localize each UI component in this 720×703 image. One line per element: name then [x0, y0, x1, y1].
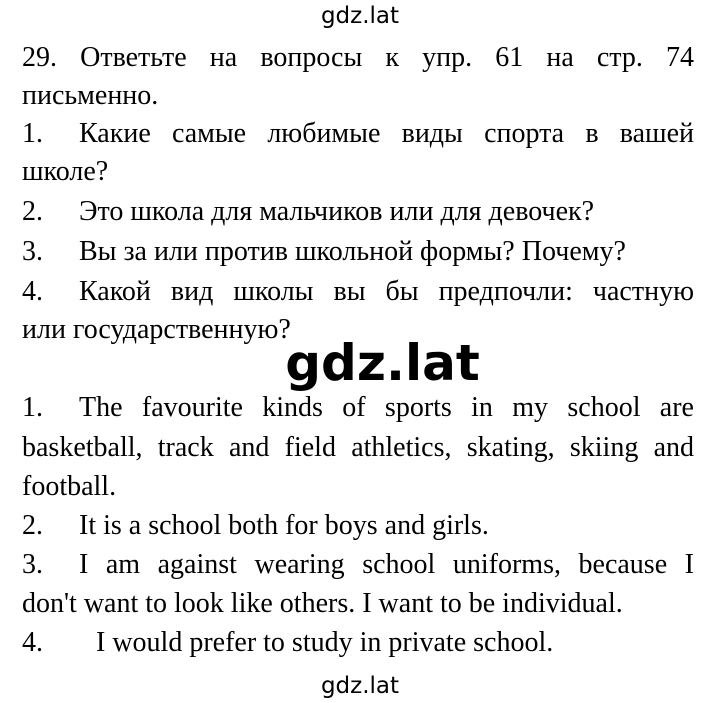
question-2-number: 2. [22, 196, 43, 227]
question-4-line-2: или государственную? [22, 314, 291, 345]
question-2 [22, 196, 694, 228]
answer-3-line-1 [22, 549, 694, 581]
answer-3-line-2: don't want to look like others. I want to be individual. [22, 588, 623, 619]
task-title-line-1: 29. Ответьте на вопросы к упр. 61 на стр. 74 [22, 42, 694, 73]
question-2-text: Это школа для мальчиков или для девочек? [79, 196, 595, 227]
watermark-center: gdz.lat [285, 334, 480, 392]
question-3 [22, 236, 694, 268]
answer-1-text: The favourite kinds of sports in my school are [79, 392, 694, 423]
watermark-bottom: gdz.lat [320, 673, 400, 699]
question-4-number: 4. [22, 276, 43, 307]
answer-2 [22, 510, 694, 542]
answer-1-line-1 [22, 392, 694, 424]
question-4-line-1 [22, 276, 694, 308]
watermark-top: gdz.lat [320, 3, 400, 29]
answer-1-number: 1. [22, 392, 43, 423]
task-title-line-2: письменно. [22, 80, 159, 111]
answer-3-text: I am against wearing school uniforms, because I [79, 549, 694, 580]
answer-4-number: 4. [22, 627, 43, 658]
question-4-text: Какой вид школы вы бы предпочли: частную [79, 276, 694, 307]
answer-3-number: 3. [22, 549, 43, 580]
question-1-line-2: школе? [22, 156, 109, 187]
question-1-number: 1. [22, 118, 43, 149]
answer-1-line-3: football. [22, 471, 117, 502]
question-1-text: Какие самые любимые виды спорта в вашей [79, 118, 694, 149]
answer-1-line-2: basketball, track and field athletics, skating, skiing and [22, 432, 694, 463]
question-1-line-1 [22, 118, 694, 150]
answer-4 [22, 627, 694, 659]
answer-2-text: It is a school both for boys and girls. [79, 510, 489, 541]
answer-4-text: I would prefer to study in private school. [96, 627, 554, 658]
question-3-text: Вы за или против школьной формы? Почему? [79, 236, 626, 267]
question-3-number: 3. [22, 236, 43, 267]
answer-2-number: 2. [22, 510, 43, 541]
